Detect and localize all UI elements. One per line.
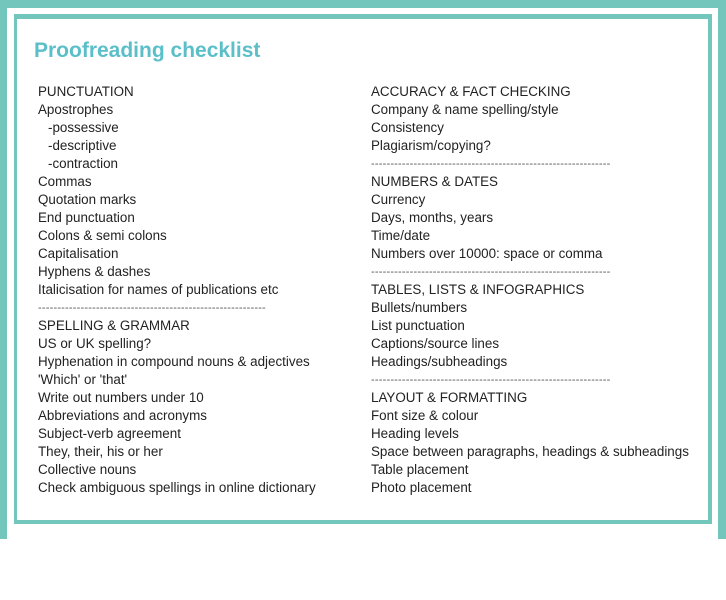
checklist-item: They, their, his or her — [38, 444, 163, 459]
section-heading: LAYOUT & FORMATTING — [371, 390, 528, 405]
checklist-item: Apostrophes — [38, 102, 114, 117]
checklist-item: Company & name spelling/style — [371, 102, 559, 117]
checklist-item: Bullets/numbers — [371, 300, 468, 315]
checklist-subitem: -descriptive — [48, 138, 117, 153]
checklist-item: Headings/subheadings — [371, 354, 508, 369]
section-heading: NUMBERS & DATES — [371, 174, 498, 189]
checklist-item: Heading levels — [371, 426, 459, 441]
checklist-item: Consistency — [371, 120, 444, 135]
checklist-item: Days, months, years — [371, 210, 494, 225]
checklist-item: End punctuation — [38, 210, 135, 225]
section-heading: SPELLING & GRAMMAR — [38, 318, 190, 333]
checklist-item: Check ambiguous spellings in online dictionary — [38, 480, 316, 495]
section-heading: ACCURACY & FACT CHECKING — [371, 84, 571, 99]
checklist-item: Quotation marks — [38, 192, 137, 207]
checklist-item: Captions/source lines — [371, 336, 500, 351]
section-heading: PUNCTUATION — [38, 84, 134, 99]
checklist-item: Numbers over 10000: space or comma — [371, 246, 603, 261]
checklist-item: Colons & semi colons — [38, 228, 167, 243]
checklist-item: List punctuation — [371, 318, 465, 333]
section-divider: -------------------------------------------------------------- — [371, 266, 611, 278]
left-column — [38, 83, 316, 497]
checklist-subitem: -possessive — [48, 120, 119, 135]
checklist-item: Photo placement — [371, 480, 472, 495]
checklist-item: 'Which' or 'that' — [38, 372, 128, 387]
checklist-item: Italicisation for names of publications etc — [38, 282, 279, 297]
checklist-item: Commas — [38, 174, 92, 189]
section-divider: ----------------------------------------------------------- — [38, 302, 266, 314]
right-column — [371, 83, 689, 497]
checklist-item: Font size & colour — [371, 408, 479, 423]
checklist-item: Subject-verb agreement — [38, 426, 181, 441]
checklist-item: Hyphens & dashes — [38, 264, 151, 279]
checklist-item: Table placement — [371, 462, 469, 477]
checklist-subitem: -contraction — [48, 156, 118, 171]
checklist-item: Currency — [371, 192, 426, 207]
checklist-item: Abbreviations and acronyms — [38, 408, 207, 423]
section-divider: -------------------------------------------------------------- — [371, 374, 611, 386]
checklist-item: Plagiarism/copying? — [371, 138, 491, 153]
section-heading: TABLES, LISTS & INFOGRAPHICS — [371, 282, 585, 297]
checklist-item: US or UK spelling? — [38, 336, 152, 351]
checklist-item: Time/date — [371, 228, 431, 243]
page-title: Proofreading checklist — [34, 39, 261, 62]
checklist-item: Write out numbers under 10 — [38, 390, 204, 405]
checklist-item: Collective nouns — [38, 462, 137, 477]
section-divider: -------------------------------------------------------------- — [371, 158, 611, 170]
checklist-item: Hyphenation in compound nouns & adjectives — [38, 354, 310, 369]
checklist-item: Space between paragraphs, headings & subheadings — [371, 444, 689, 459]
checklist-item: Capitalisation — [38, 246, 119, 261]
